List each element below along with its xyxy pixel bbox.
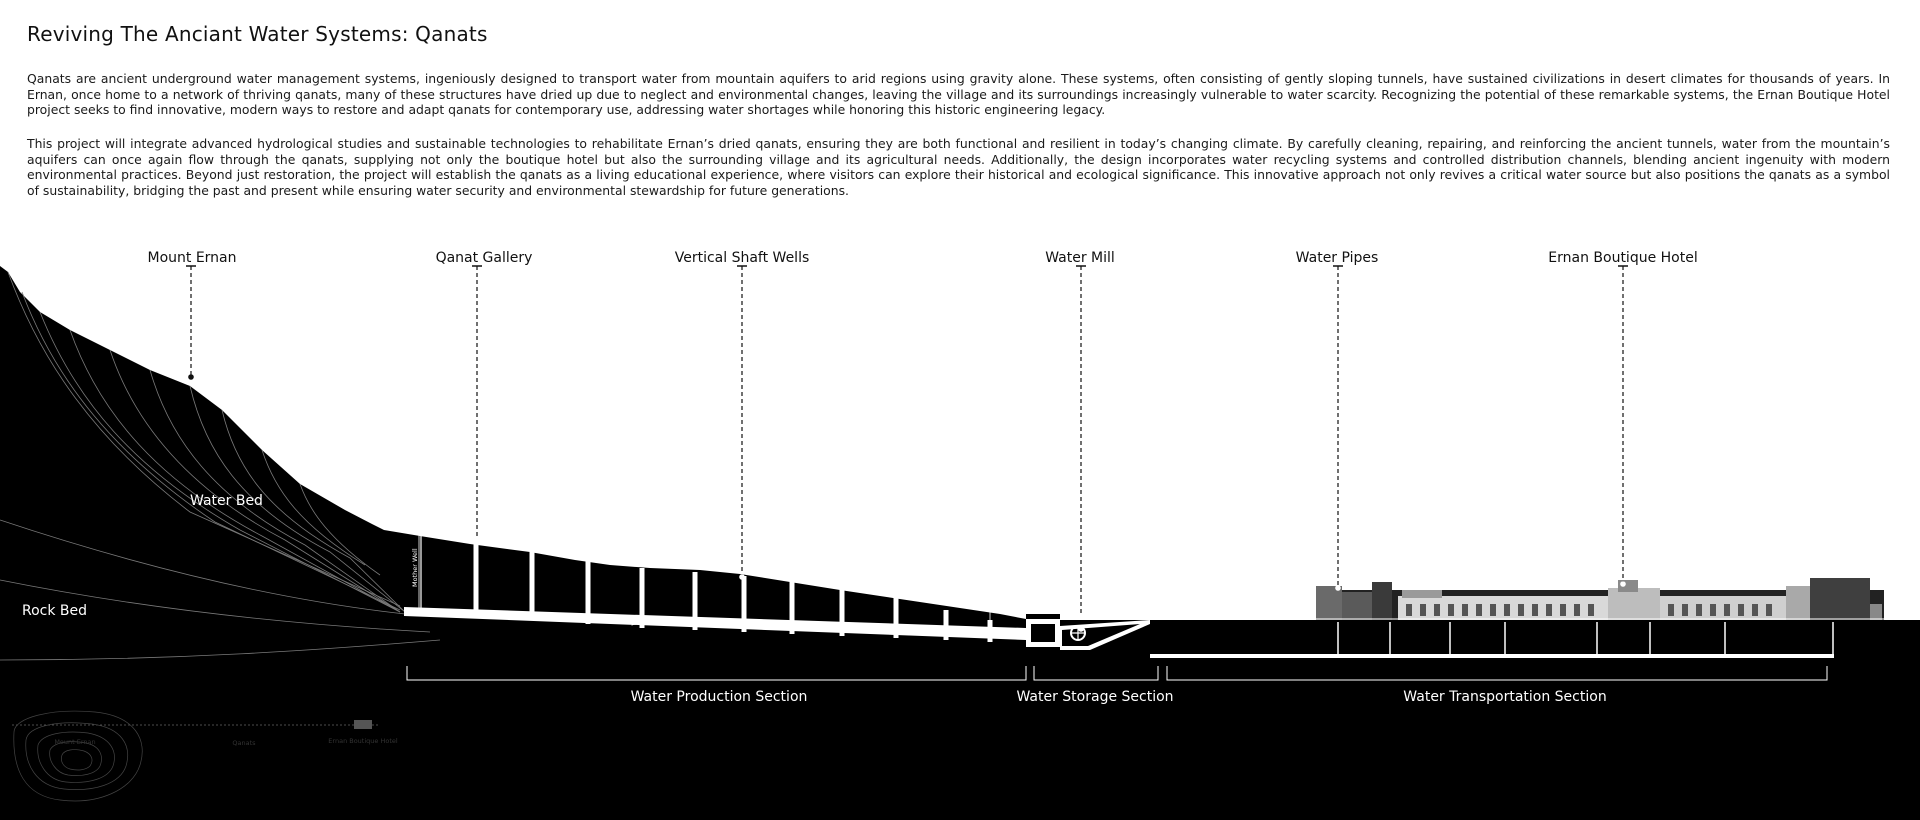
callout-mount-ernan: Mount Ernan [147,250,237,266]
callout-hotel: Ernan Boutique Hotel [1548,250,1698,266]
slope-label: Slope 0.5/1000 [645,618,695,626]
hotel-elevation [1316,578,1884,620]
project-paragraph: This project will integrate advanced hydrological studies and sustainable technologies to rehabilitate Ernan’s dried qanats, ensuring they are both functional and resilient in today’s changing climate. By carefully cleaning, repairing, and reinforcing the ancient tunnels, water from the mountain’s aquifers can once again flow through the qanats, supplying not only the boutique hotel but also the surrounding village and its agricultural needs. Additionally, the design incorporates water recycling systems and controlled distribution channels, blending ancient ingenuity with modern environmental practices. Beyond just restoration, the project will establish the qanats as a living educational experience, where visitors can explore their historical and ecological significance. This innovative approach not only revives a critical water source but also positions the qanats as a symbol of sustainability, bridging the past and present while ensuring water security and environmental stewardship for future generations. [27,136,1890,198]
qanat-section-diagram [0,240,1920,820]
section-storage: Water Storage Section [1016,689,1174,705]
callout-water-mill: Water Mill [1045,250,1115,266]
mother-well-label: Mother Well [411,548,419,587]
mini-map-hotel: Ernan Boutique Hotel [328,737,398,745]
callout-qanat-gallery: Qanat Gallery [435,250,533,266]
section-production: Water Production Section [630,689,808,705]
mini-map-qanats: Qanats [232,739,256,747]
section-transportation: Water Transportation Section [1403,689,1607,705]
rock-bed-label: Rock Bed [22,603,88,619]
flow-rate-1: 15 lit/sec [406,497,436,505]
callout-vertical-shaft-wells: Vertical Shaft Wells [674,250,810,266]
flow-rate-3: 2 lit/sec [978,521,1004,529]
flow-rate-2: 40 lit/sec [777,514,807,522]
ground-section [0,266,1920,820]
mini-map-mount: Mount Ernan [54,738,96,746]
water-bed-label: Water Bed [190,493,263,509]
intro-paragraph: Qanats are ancient underground water management systems, ingeniously designed to transport water from mountain aquifers to arid regions using gravity alone. These systems, often consisting of gently sloping tunnels, have sustained civilizations in desert climates for thousands of years. In Ernan, once home to a network of thriving qanats, many of these structures have dried up due to neglect and environmental changes, leaving the village and its surroundings increasingly vulnerable to water scarcity. Recognizing the potential of these remarkable systems, the Ernan Boutique Hotel project seeks to find innovative, modern ways to restore and adapt qanats for contemporary use, addressing water shortages while honoring this historic engineering legacy. [27,71,1890,118]
page-title: Reviving The Anciant Water Systems: Qanats [27,22,488,46]
callout-water-pipes: Water Pipes [1295,250,1379,266]
